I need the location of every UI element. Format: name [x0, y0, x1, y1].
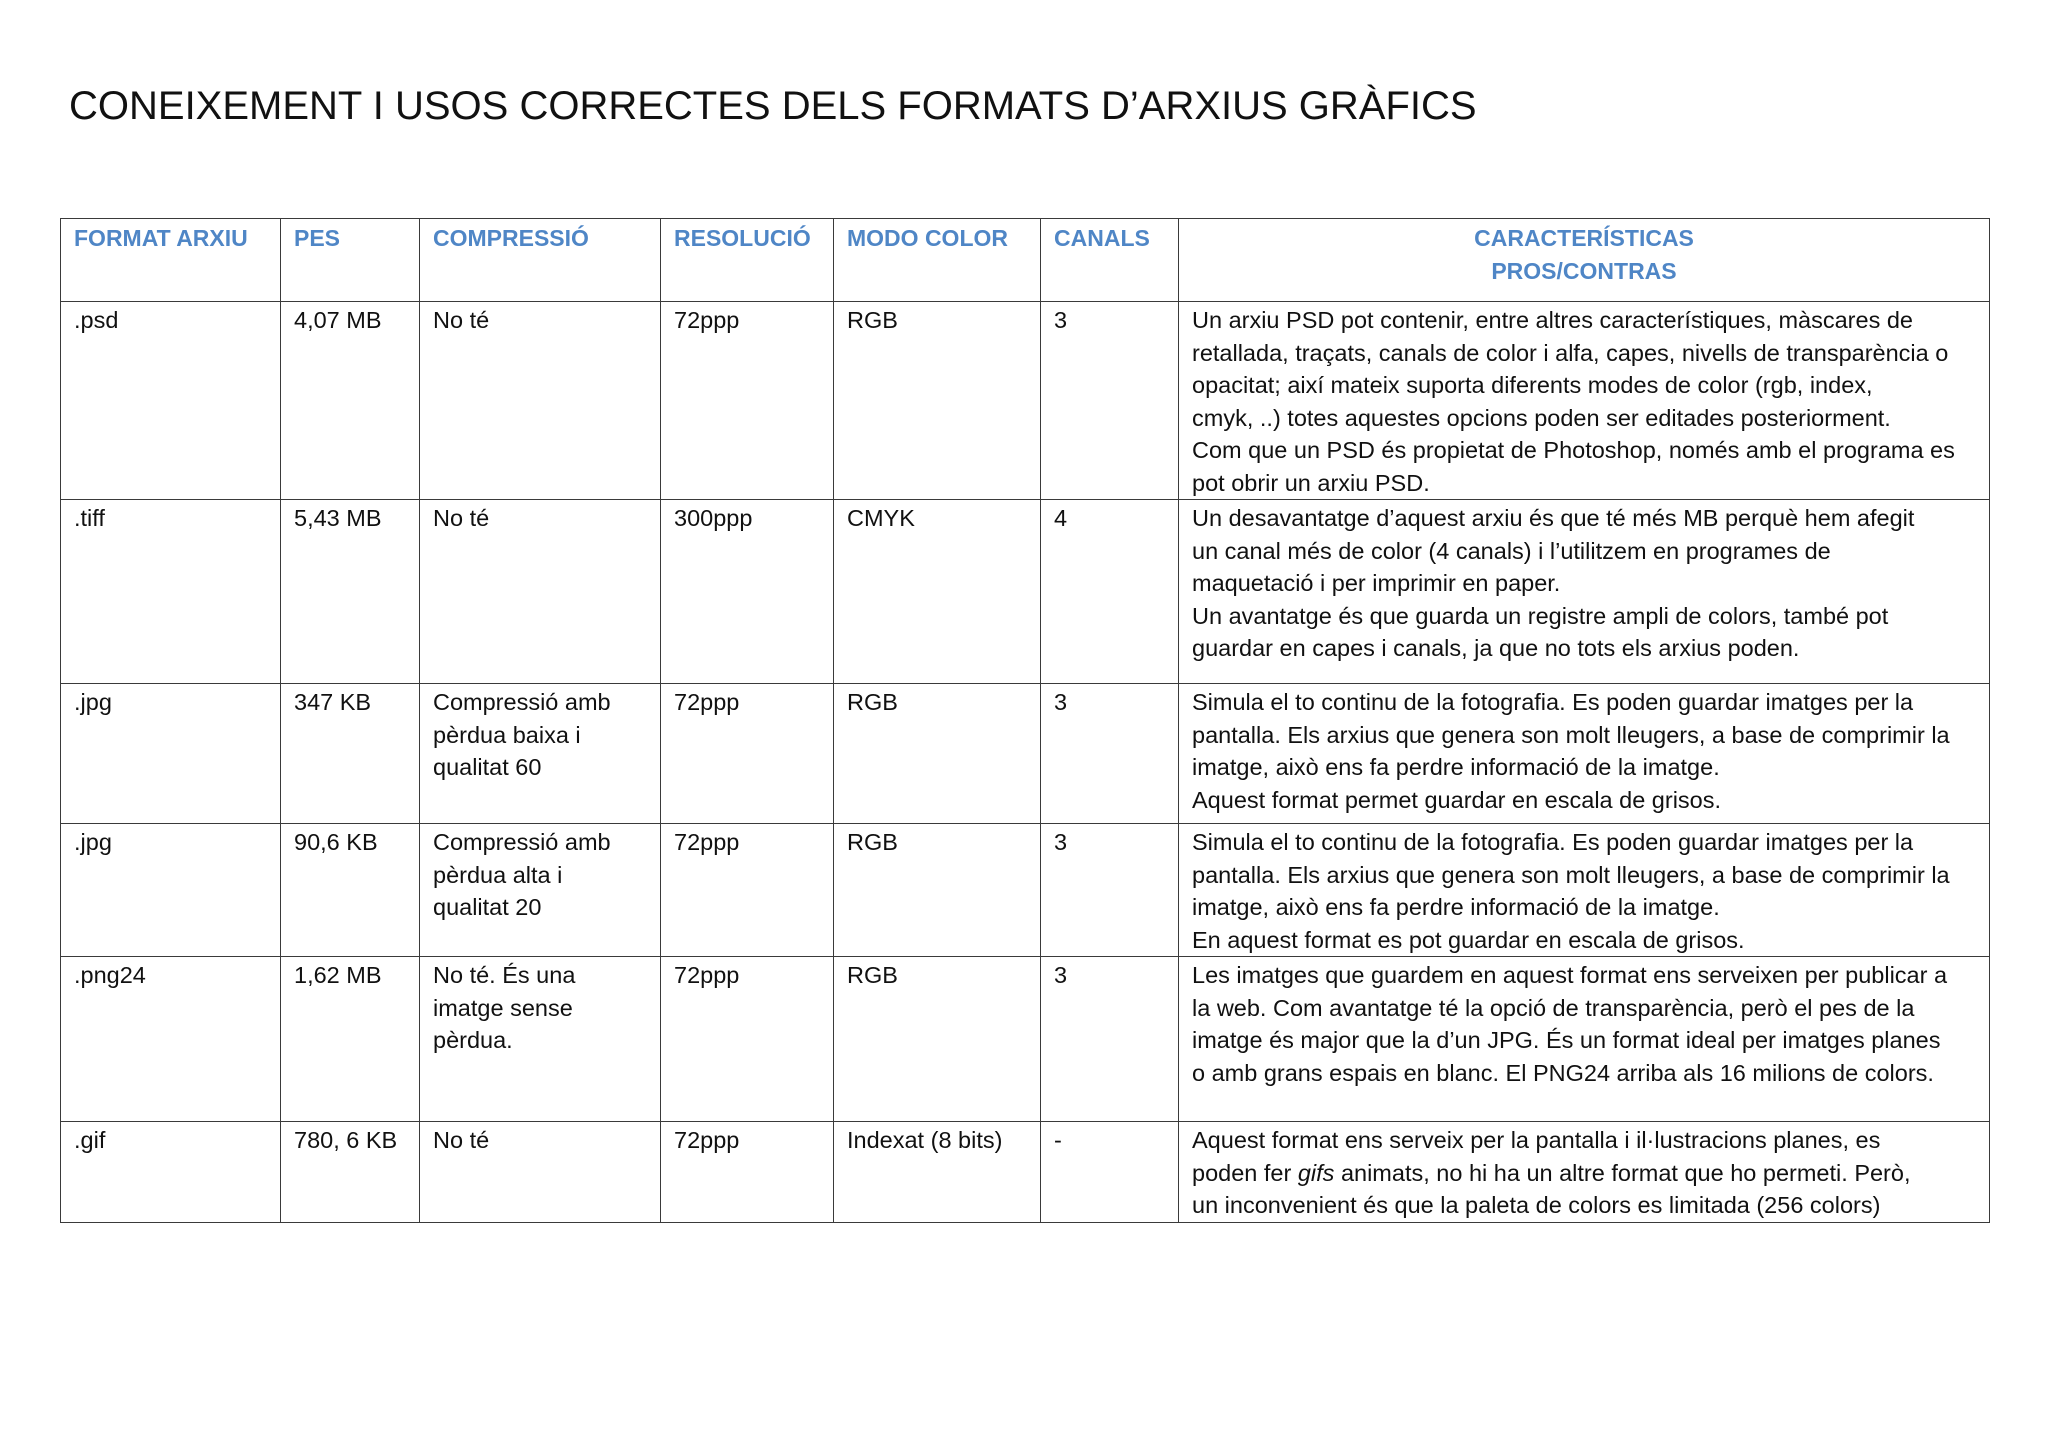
cell-pes: 4,07 MB [281, 302, 420, 500]
text-line: pèrdua. [433, 1027, 513, 1053]
cell-caracteristiques [1179, 684, 1990, 824]
text-line: Un arxiu PSD pot contenir, entre altres característiques, màscares de [1192, 307, 1913, 333]
cell-canals: - [1041, 1122, 1179, 1223]
header-format: FORMAT ARXIU [61, 219, 281, 302]
header-compressio: COMPRESSIÓ [420, 219, 661, 302]
table-row [61, 684, 1990, 824]
cell-format: .jpg [61, 824, 281, 957]
cell-modo-color: CMYK [834, 500, 1041, 684]
text-line: imatge és major que la d’un JPG. És un format ideal per imatges planes [1192, 1027, 1941, 1053]
text-segment: animats, no hi ha un altre format que ho permeti. Però, [1334, 1159, 1911, 1186]
text-line: un inconvenient és que la paleta de colors es limitada (256 colors) [1192, 1192, 1881, 1218]
text-line: la web. Com avantatge té la opció de transparència, però el pes de la [1192, 994, 1915, 1021]
text-line [1192, 1157, 1976, 1190]
table-row [61, 957, 1990, 1122]
table-row [61, 302, 1990, 500]
cell-resolucio: 72ppp [661, 302, 834, 500]
cell-resolucio: 300ppp [661, 500, 834, 684]
cell-pes: 1,62 MB [281, 957, 420, 1122]
text-line: o amb grans espais en blanc. El PNG24 arriba als 16 milions de colors. [1192, 1059, 1934, 1086]
cell-compressio [420, 824, 661, 957]
text-line: No té. És una [433, 962, 576, 988]
text-line: cmyk, ..) totes aquestes opcions poden ser editades posteriorment. [1192, 404, 1891, 431]
cell-caracteristiques [1179, 1122, 1990, 1223]
cell-canals: 4 [1041, 500, 1179, 684]
text-line: imatge, això ens fa perdre informació de la imatge. [1192, 754, 1720, 780]
header-caracteristiques-line2: PROS/CONTRAS [1491, 257, 1677, 284]
cell-format: .psd [61, 302, 281, 500]
text-line: Les imatges que guardem en aquest format ens serveixen per publicar a [1192, 962, 1948, 988]
header-caracteristiques [1179, 219, 1990, 302]
cell-compressio: No té [420, 500, 661, 684]
text-line: Aquest format ens serveix per la pantalla i il·lustracions planes, es [1192, 1127, 1881, 1153]
italic-term: gifs [1297, 1159, 1335, 1186]
cell-canals: 3 [1041, 824, 1179, 957]
table-row [61, 500, 1990, 684]
cell-compressio [420, 957, 661, 1122]
cell-resolucio: 72ppp [661, 1122, 834, 1223]
text-line: pot obrir un arxiu PSD. [1192, 469, 1430, 496]
formats-table [60, 218, 1990, 1223]
text-line: qualitat 20 [433, 894, 542, 920]
text-line: Un desavantatge d’aquest arxiu és que té més MB perquè hem afegit [1192, 505, 1915, 531]
cell-canals: 3 [1041, 302, 1179, 500]
table-row [61, 1122, 1990, 1223]
text-line: un canal més de color (4 canals) i l’utilitzem en programes de [1192, 537, 1831, 564]
cell-modo-color: RGB [834, 302, 1041, 500]
text-line: Simula el to continu de la fotografia. Es poden guardar imatges per la [1192, 829, 1914, 855]
cell-resolucio: 72ppp [661, 824, 834, 957]
cell-caracteristiques [1179, 957, 1990, 1122]
cell-compressio: No té [420, 1122, 661, 1223]
text-line: guardar en capes i canals, ja que no tots els arxius poden. [1192, 635, 1800, 661]
text-line: Com que un PSD és propietat de Photoshop, només amb el programa es [1192, 437, 1955, 463]
text-line: imatge, això ens fa perdre informació de la imatge. [1192, 894, 1720, 920]
cell-pes: 780, 6 KB [281, 1122, 420, 1223]
header-pes: PES [281, 219, 420, 302]
header-row [61, 219, 1990, 302]
cell-resolucio: 72ppp [661, 684, 834, 824]
text-line: pantalla. Els arxius que genera son molt lleugers, a base de comprimir la [1192, 721, 1950, 748]
text-line: pantalla. Els arxius que genera son molt lleugers, a base de comprimir la [1192, 861, 1950, 888]
text-line: maquetació i per imprimir en paper. [1192, 570, 1561, 596]
cell-pes: 5,43 MB [281, 500, 420, 684]
cell-compressio [420, 684, 661, 824]
cell-caracteristiques [1179, 824, 1990, 957]
text-line: Compressió amb [433, 689, 611, 715]
page-title: CONEIXEMENT I USOS CORRECTES DELS FORMATS D’ARXIUS GRÀFICS [69, 84, 1477, 128]
text-line: opacitat; així mateix suporta diferents modes de color (rgb, index, [1192, 372, 1873, 398]
text-line: imatge sense [433, 994, 573, 1021]
cell-canals: 3 [1041, 957, 1179, 1122]
header-modo-color: MODO COLOR [834, 219, 1041, 302]
cell-modo-color: RGB [834, 957, 1041, 1122]
text-line: Un avantatge és que guarda un registre ampli de colors, també pot [1192, 602, 1889, 629]
cell-caracteristiques [1179, 500, 1990, 684]
cell-pes: 90,6 KB [281, 824, 420, 957]
text-line: qualitat 60 [433, 754, 542, 780]
text-line: retallada, traçats, canals de color i alfa, capes, nivells de transparència o [1192, 339, 1949, 366]
header-resolucio: RESOLUCIÓ [661, 219, 834, 302]
table-row [61, 824, 1990, 957]
cell-format: .jpg [61, 684, 281, 824]
cell-format: .png24 [61, 957, 281, 1122]
text-line: En aquest format es pot guardar en escala de grisos. [1192, 926, 1745, 953]
text-line: pèrdua alta i [433, 861, 563, 888]
cell-compressio: No té [420, 302, 661, 500]
cell-pes: 347 KB [281, 684, 420, 824]
cell-modo-color: Indexat (8 bits) [834, 1122, 1041, 1223]
text-line: Aquest format permet guardar en escala de grisos. [1192, 786, 1722, 813]
text-line: Simula el to continu de la fotografia. Es poden guardar imatges per la [1192, 689, 1914, 715]
header-caracteristiques-line1: CARACTERÍSTICAS [1474, 225, 1694, 251]
cell-format: .tiff [61, 500, 281, 684]
cell-modo-color: RGB [834, 824, 1041, 957]
header-canals: CANALS [1041, 219, 1179, 302]
cell-canals: 3 [1041, 684, 1179, 824]
text-line: Compressió amb [433, 829, 611, 855]
cell-caracteristiques [1179, 302, 1990, 500]
text-segment: poden fer [1192, 1159, 1298, 1186]
cell-modo-color: RGB [834, 684, 1041, 824]
cell-format: .gif [61, 1122, 281, 1223]
cell-resolucio: 72ppp [661, 957, 834, 1122]
text-line: pèrdua baixa i [433, 721, 581, 748]
